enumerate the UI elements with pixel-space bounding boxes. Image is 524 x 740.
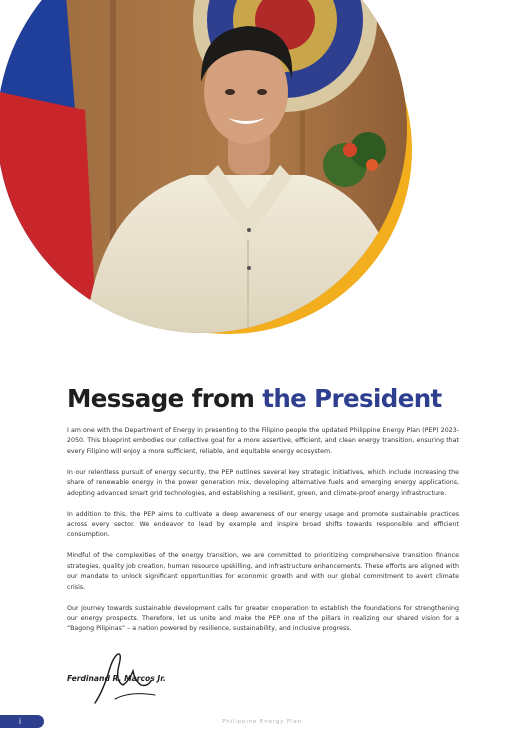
message-paragraph: I am one with the Department of Energy in presenting to the Filipino people the updated Philippine Energy Plan (PEP) 2023-2050. This blueprint embodies our collective goal for a more assertive, efficient, and clean energy transition, ensuring that every Filipino will enjoy a more sufficient, reliable, and equitable energy ecosystem. bbox=[67, 427, 459, 455]
title-part-accent: the President bbox=[262, 384, 442, 413]
message-paragraph: In our relentless pursuit of energy security, the PEP outlines several key strategic initiatives, which include increasing the share of renewable energy in the power generation mix, developing alternative fuels and emerging energy applications, adopting advanced smart grid technologies, and establishing a resilient, green, and climate-proof energy infrastructure. bbox=[67, 468, 459, 497]
message-body bbox=[67, 426, 459, 645]
message-paragraph: In addition to this, the PEP aims to cultivate a deep awareness of our energy usage and promote sustainable practices across every sector. We endeavor to lead by example and inspire broad shifts towards responsible and efficient consumption. bbox=[67, 510, 459, 539]
president-portrait bbox=[0, 0, 524, 350]
page-number: i bbox=[19, 717, 22, 726]
message-paragraph: Our journey towards sustainable development calls for greater cooperation to establish the foundations for strengthening our energy prospects. Therefore, let us unite and make the PEP one of the pillars in realizing our shared vision for a “Bagong Pilipinas” – a nation powered by resilience, sustainability, and inclusive progress. bbox=[67, 604, 459, 633]
signatory-name: Ferdinand R. Marcos Jr. bbox=[67, 674, 166, 683]
footer-document-title: Philippine Energy Plan bbox=[222, 719, 302, 725]
portrait-section bbox=[0, 0, 524, 350]
page-title bbox=[67, 384, 442, 413]
title-part-dark: Message from bbox=[67, 384, 263, 413]
message-paragraph: Mindful of the complexities of the energy transition, we are committed to prioritizing comprehensive transition finance strategies, quality job creation, human resource upskilling, and infrastructure enhancements. These efforts are aligned with our mandate to unlock significant opportunities for economic growth and with our global commitment to avert climate crisis. bbox=[67, 552, 459, 591]
